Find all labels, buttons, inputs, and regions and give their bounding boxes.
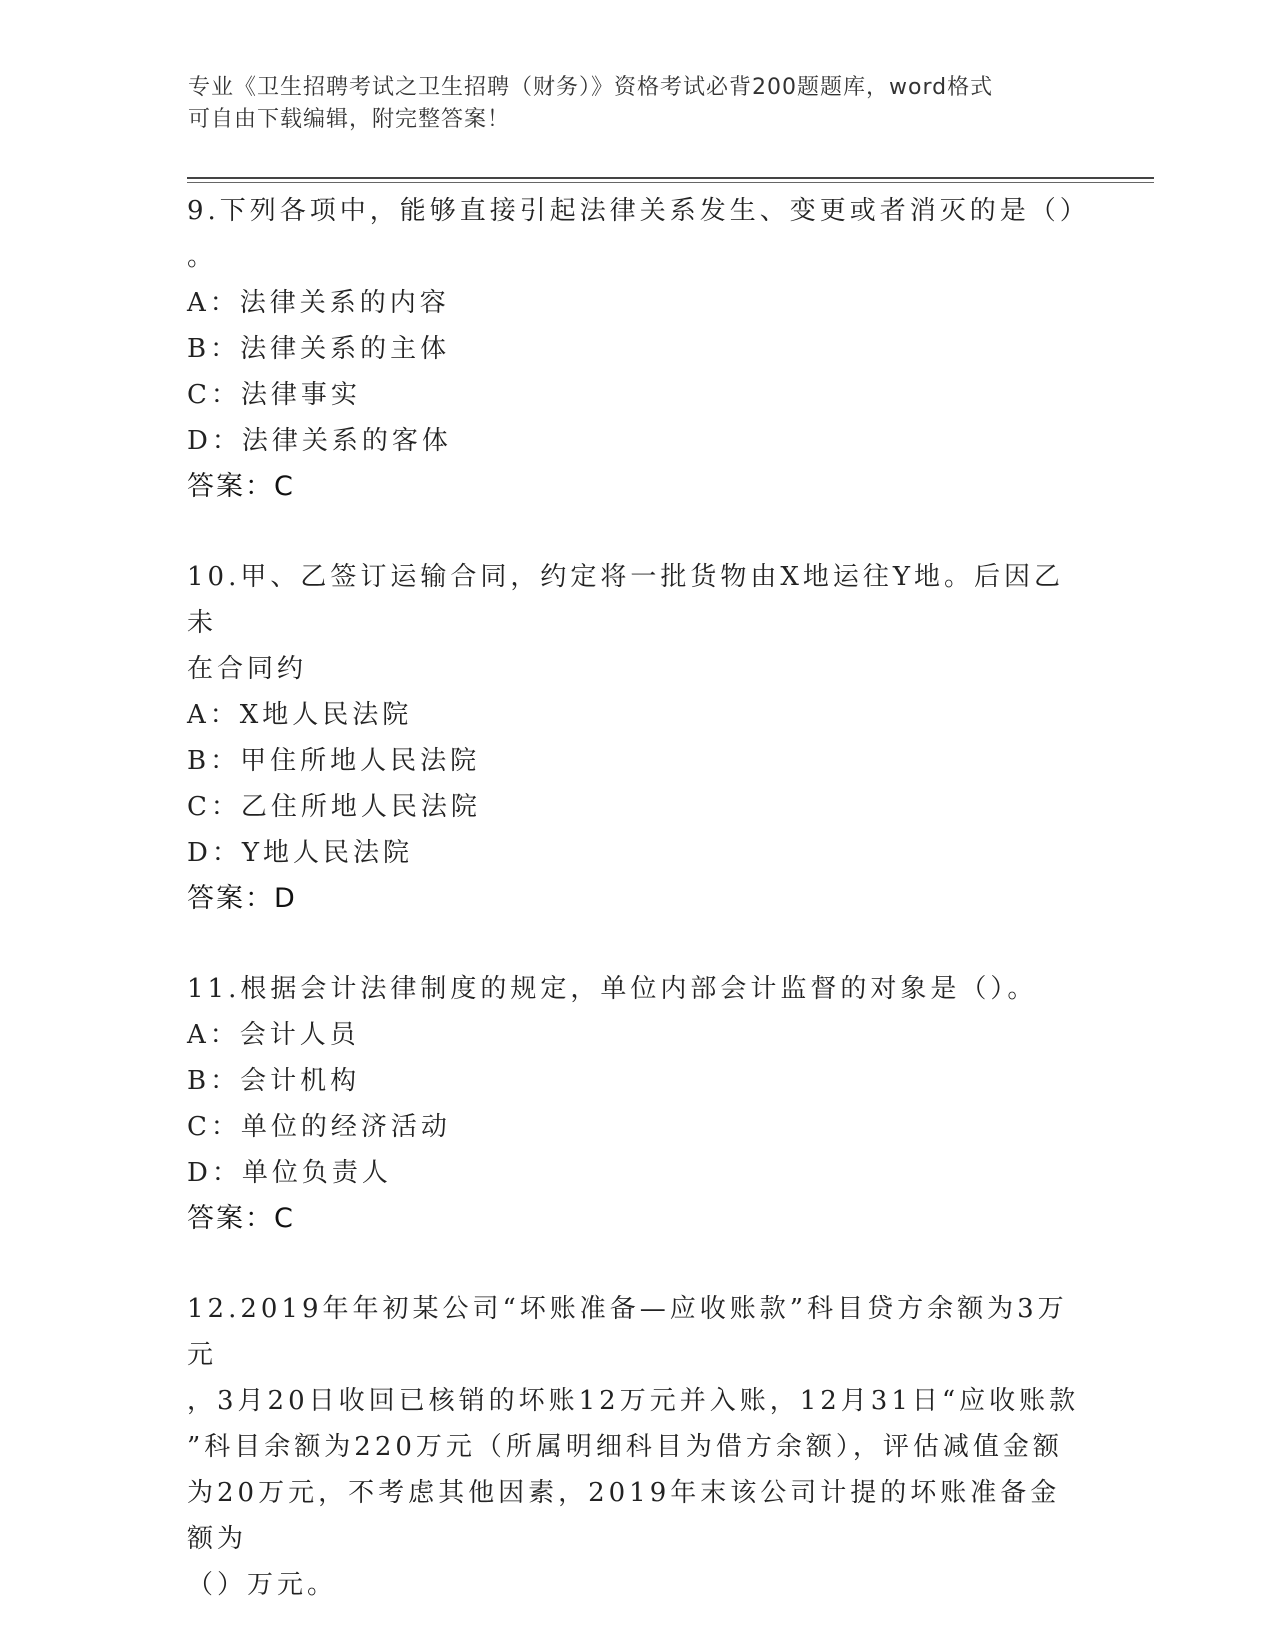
option-c: C：法律事实	[187, 380, 361, 410]
spacer	[187, 510, 1087, 554]
header-line-1: 专业《卫生招聘考试之卫生招聘（财务）》资格考试必背200题题库，word格式	[188, 75, 994, 100]
question-stem-line: 在合同约	[187, 654, 308, 684]
header-line-2: 可自由下载编辑，附完整答案！	[188, 107, 511, 132]
answer-line: 答案：D	[187, 883, 297, 914]
question-12	[187, 1286, 1087, 1608]
option-a: A：法律关系的内容	[187, 288, 450, 318]
question-stem-line: 10.甲、乙签订运输合同，约定将一批货物由X地运往Y地。后因乙未	[187, 562, 1065, 638]
question-stem-line: ，3月20日收回已核销的坏账12万元并入账，12月31日“应收账款	[187, 1386, 1080, 1416]
option-d: D：法律关系的客体	[187, 426, 452, 456]
question-stem-line: 11.根据会计法律制度的规定，单位内部会计监督的对象是（）。	[187, 974, 1038, 1004]
question-11	[187, 966, 1087, 1242]
option-c: C：乙住所地人民法院	[187, 792, 481, 822]
question-stem-line: （）万元。	[187, 1570, 338, 1600]
question-stem-line: ”科目余额为220万元（所属明细科目为借方余额），评估减值金额	[187, 1432, 1063, 1462]
option-a: A：会计人员	[187, 1020, 360, 1050]
question-stem-line: 9.下列各项中，能够直接引起法律关系发生、变更或者消灭的是（）	[187, 196, 1090, 226]
option-b: B：甲住所地人民法院	[187, 746, 481, 776]
question-stem-line: 12.2019年年初某公司“坏账准备—应收账款”科目贷方余额为3万元	[187, 1294, 1068, 1370]
header-divider-thick	[187, 177, 1154, 179]
option-a: A：X地人民法院	[187, 700, 413, 730]
option-d: D：Y地人民法院	[187, 838, 414, 868]
header-divider-thin	[187, 182, 1154, 183]
question-stem-line: 。	[187, 242, 218, 272]
document-header	[188, 72, 1068, 136]
answer-line: 答案：C	[187, 1203, 295, 1234]
option-b: B：法律关系的主体	[187, 334, 451, 364]
option-b: B：会计机构	[187, 1066, 361, 1096]
spacer	[187, 922, 1087, 966]
question-10	[187, 554, 1087, 922]
answer-line: 答案：C	[187, 471, 295, 502]
question-9	[187, 188, 1090, 510]
question-stem-line: 为20万元，不考虑其他因素，2019年末该公司计提的坏账准备金额为	[187, 1478, 1061, 1554]
option-c: C：单位的经济活动	[187, 1112, 451, 1142]
question-list	[187, 188, 1090, 1608]
spacer	[187, 1242, 1087, 1286]
option-d: D：单位负责人	[187, 1158, 392, 1188]
